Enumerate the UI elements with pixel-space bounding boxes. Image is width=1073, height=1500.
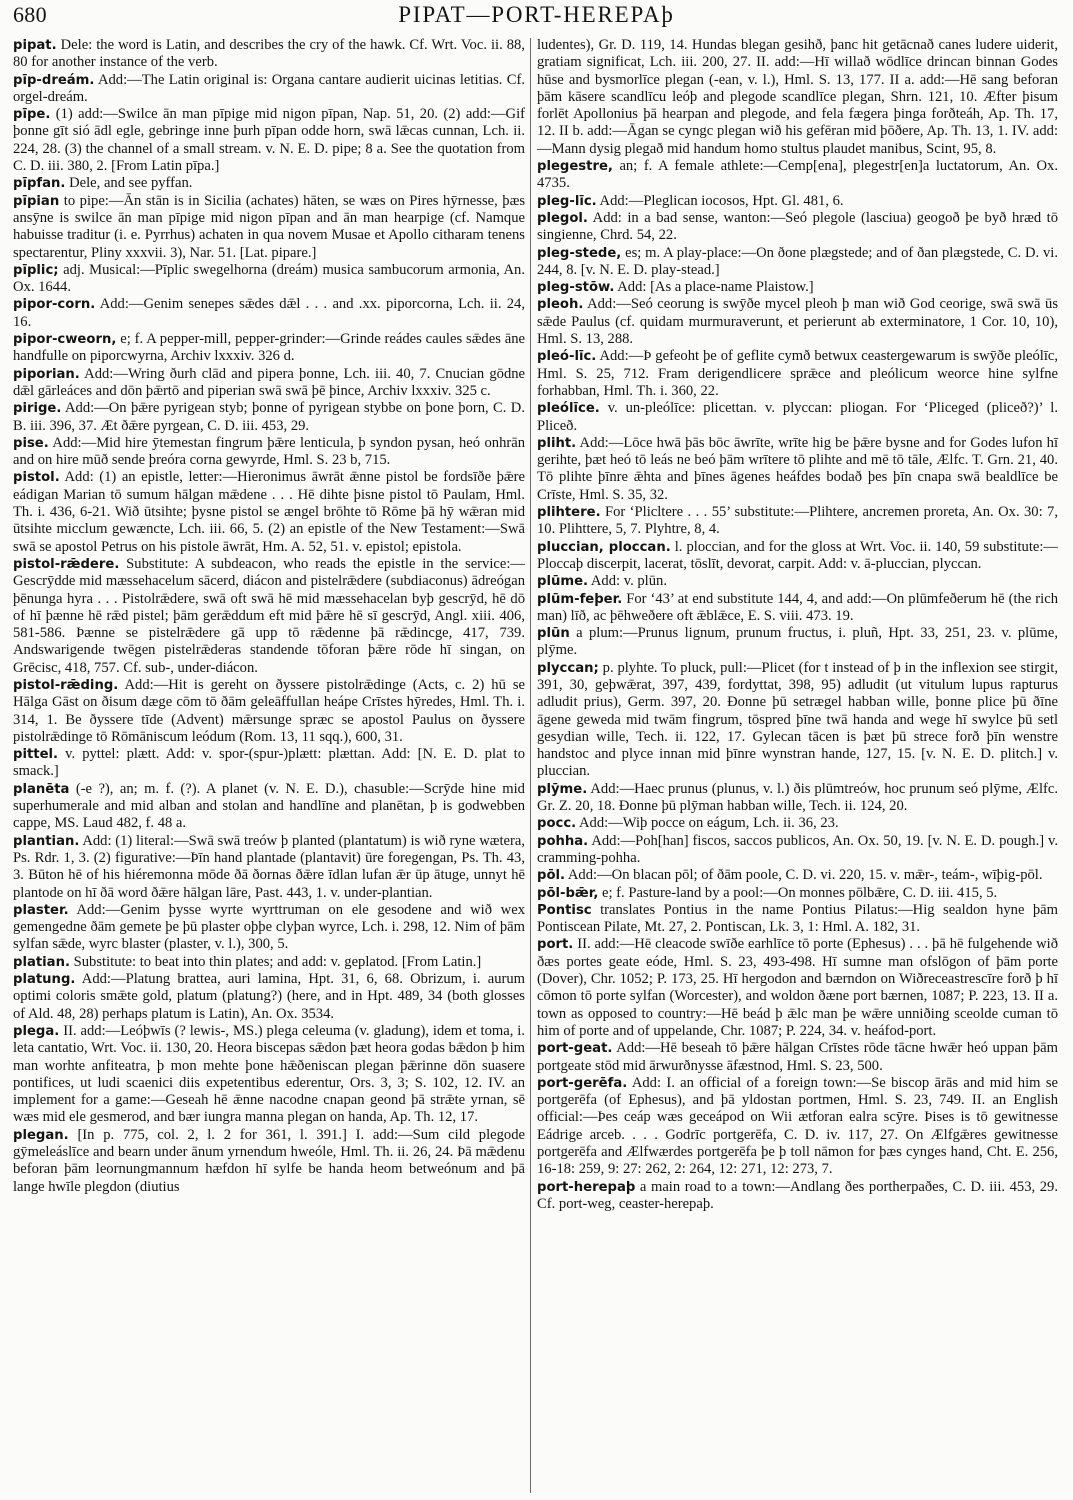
entry-headword: pīplic; xyxy=(13,262,59,278)
entry-headword: pipor-corn. xyxy=(13,297,96,313)
dictionary-entry xyxy=(537,504,1058,539)
entry-text: adj. Musical:—Pīplic swegelhorna (dreám) musica sambucorum armonia, An. Ox. 1644. xyxy=(13,261,525,296)
entry-headword: pōl. xyxy=(537,868,566,884)
dictionary-entry xyxy=(537,539,1058,574)
entry-text: Add:—On þǣre pyrigean styb; þonne of pyrigean stybbe on þone þorn, C. D. B. iii. 396, 37. Æt ðǣre pyrgean, C. D. iii. 453, 29. xyxy=(13,400,525,434)
entry-headword: pocc. xyxy=(537,816,577,832)
dictionary-entry xyxy=(13,556,525,677)
dictionary-entry xyxy=(537,867,1058,884)
dictionary-entry xyxy=(537,1075,1058,1179)
dictionary-entry xyxy=(537,885,1058,902)
entry-headword: pleó-līc. xyxy=(537,349,597,365)
entry-headword: port-gerēfa. xyxy=(537,1075,628,1091)
entry-text: l. ploccian, and for the gloss at Wrt. Voc. ii. 140, 59 substitute:—Ploccaþ discerpit, lacerat, tōslīt, devorat, carpit. Add: v. ā-pluccian, plyccan. xyxy=(537,538,1059,572)
running-head: PIPAT—PORT-HEREPAþ xyxy=(398,2,675,27)
dictionary-entry xyxy=(13,902,525,954)
entry-headword: pistol. xyxy=(13,470,60,486)
entry-headword: piporian. xyxy=(13,366,80,382)
entry-text: [In p. 775, col. 2, l. 2 for 361, l. 391.] I. add:—Sum cild plegode gȳmeleáslīce and bearn under ānum yrnendum hweóle, Hml. Th. ii. 26, 24. Þā mǣdenu beforan þām leornungmannum hæfdon hī sylfe be handa heom betweónum and þā lange hwīle plegdon (diutius xyxy=(13,1126,525,1195)
dictionary-entry xyxy=(537,781,1058,816)
entry-headword: platung. xyxy=(13,972,76,988)
entry-headword: pīpian xyxy=(13,193,60,209)
left-column xyxy=(13,37,525,1196)
dictionary-entry xyxy=(537,279,1058,296)
entry-text: Add:—Lōce hwā þās bōc āwrīte, wrīte hig be þǣre bysne and for Godes lufon hī gerihte, þæt heó tō leás ne beó þām wrītere tō plihte and mē tō tāle, Ælfc. T. Grn. 21, 40. Tō plihte þīnre ǣhta and þīnes āgenes heáfdes bodað þes þīn cnapa swā bealdlīce be Crīste, Hml. S. 35, 32. xyxy=(537,434,1058,503)
column-divider xyxy=(530,38,531,1493)
dictionary-entry xyxy=(13,262,525,297)
entry-text: an; f. A female athlete:—Cemp[ena], plegestr[en]a luctatorum, An. Ox. 4735. xyxy=(537,158,1058,192)
dictionary-entry xyxy=(537,591,1058,626)
dictionary-entry xyxy=(537,245,1058,280)
entry-text: Dele: the word is Latin, and describes the cry of the hawk. Cf. Wrt. Voc. ii. 88, 80 for another instance of the verb. xyxy=(13,37,525,71)
entry-headword: pipor-cweorn, xyxy=(13,332,117,348)
dictionary-entry xyxy=(13,677,525,746)
entry-headword: plyccan; xyxy=(537,660,599,676)
dictionary-entry xyxy=(13,435,525,470)
dictionary-entry xyxy=(537,400,1058,435)
dictionary-entry xyxy=(537,193,1058,210)
entry-headword: plegan. xyxy=(13,1127,69,1143)
entry-headword: pīp-dreám. xyxy=(13,72,95,88)
entry-headword: Pontisc xyxy=(537,902,592,918)
entry-headword: platian. xyxy=(13,954,70,970)
dictionary-entry xyxy=(13,954,525,971)
entry-headword: pleg-stede, xyxy=(537,245,622,261)
entry-headword: plūn xyxy=(537,626,570,642)
dictionary-entry xyxy=(13,331,525,366)
entry-text: v. pyttel: plætt. Add: v. spor-(spur-)plætt: plættan. Add: [N. E. D. plat to smack.] xyxy=(13,746,525,780)
entry-text: II. add:—Hē cleacode swīðe earhlīce tō porte (Ephesus) . . . þā hē fulgehende wið ðæs portes geate eóde, Hml. S. 23, 493-498. Hī sumne man ofslōgon of þām porte (Dover), Chr. 1052; P. 173, 25. Hī hergodon and bærndon on Wiðreceastrescīre forð þ hī cōmon tō porte sylfan (Worcester), and woldon ðæne port bærnen, 1087; P. 223, 13. II a. town as opposed to country:—Hē beád þ ǣlc man þe wǣre unniðing sceolde cuman tō him of porte and of uppelande, Chr. 1087; P. 224, 34. v. heáfod-port. xyxy=(537,936,1059,1039)
dictionary-entry xyxy=(537,660,1058,781)
entry-text: For ‘43’ at end substitute 144, 4, and add:—On plūmfeðerum hē (the rich man) līð, ac þēhweðere oft ǣblǣce, E. S. viii. 473. 19. xyxy=(537,590,1058,624)
dictionary-entry xyxy=(537,1040,1058,1075)
entry-text: Add: I. an official of a foreign town:—Se biscop ārās and mid him se portgerēfa (of Ephesus), and þā yldostan portmen, Hml. S. 23, 749. II. an English official:—Þes ceáp wæs geceápod on Wii ætforan ealra scȳre. Þises is tō gewitnesse Eádrige arceb. . . . Godrīc portgerēfa, C. D. iv. 117, 27. On Ælfgǣres gewitnesse portgerēfa and Ælfwærdes portgerēfa þe þ toll nāmon for þæs cynges hand, Cht. E. 256, 16-18: 259, 9: 27: 262, 2: 264, 12: 271, 12: 273, 7. xyxy=(537,1074,1059,1178)
entry-headword: pittel. xyxy=(13,747,59,763)
entry-text: to pipe:—Ān stān is in Sicilia (achates) hāten, se wæs on Pires hȳrnesse, þæs ansȳne is swilce ān man pīpige mid nigon pīpan and ān man hearpige (cf. Namque habuisse traditur (i. e. Pyrrhus) achaten in qua novem Musae et Apollo citharam tenens spectarentur, Pliny xxxvii. 3), Nar. 51. [Lat. pipare.] xyxy=(13,192,526,261)
entry-text: Add:—Wring ðurh clād and pipera þonne, Lch. iii. 40, 7. Cnucian gōdne dǣl gārleáces and dōn þǣrtō and piperian swā swā þē þince, Archiv lxxxiv. 325 c. xyxy=(13,365,526,399)
entry-text: For ‘Plicltere . . . 55’ substitute:—Plihtere, ancremen proreta, An. Ox. 30: 7, 10. Plihttere, 5, 7. Plyhtre, 8, 4. xyxy=(537,504,1058,538)
entry-headword: port. xyxy=(537,937,574,953)
dictionary-entry xyxy=(13,366,525,401)
dictionary-entry xyxy=(13,106,525,175)
entry-text: (1) add:—Swilce ān man pīpige mid nigon pīpan, Nap. 51, 20. (2) add:—Gif þonne gīt sió ādl egle, gebringe inne þurh pīpan odde horn, swā lǣcas cunnan, Lch. ii. 224, 28. (3) the channel of a small stream. v. N. E. D. pipe; 8 a. See the quotation from C. D. iii. 380, 2. [From Latin pīpa.] xyxy=(13,106,525,175)
entry-text: Substitute: A subdeacon, who reads the epistle in the service:—Gescrȳdde mid mæssehacelum sācerd, diácon and pistelrǣdere (subdiaconus) ādreógan þēnunga hyra . . . Pistolrǣdere, swā oft swā hē mid mæssehacelan byþ gescrȳd, hē dō of hī þænne hē rǣd pistel; þām gerǣddum eft mid þǣre hē sī gescrȳd, Angl. xiii. 406, 581-586. Þænne se pistelrǣdere gā upp tō rǣdenne þā rǣdincge, 417, 739. Andswarigende twēgen pistelrǣderas standende tōforan þǣre rōde hī singan, on Grēcisc, 418, 757. Cf. sub-, under-diácon. xyxy=(13,555,525,676)
dictionary-entry xyxy=(537,625,1058,660)
dictionary-entry xyxy=(13,193,525,262)
entry-text: Substitute: to beat into thin plates; and add: v. geplatod. [From Latin.] xyxy=(73,953,482,970)
dictionary-entry xyxy=(13,296,525,331)
dictionary-entry xyxy=(537,902,1058,937)
dictionary-entry xyxy=(13,469,525,555)
entry-text: (-e ?), an; m. f. (?). A planet (v. N. E. D.), chasuble:—Scrȳde hine mid superhumerale and mid alban and stolan and handlīne and planētan, þ is godwebben cappe, MS. Laud 482, f. 48 a. xyxy=(13,780,525,832)
entry-text: Add: (1) an epistle, letter:—Hieronimus āwrāt ǣnne pistol be fordsīðe þǣre eádigan Marian tō sumum hālgan mǣdene . . . Hē dihte þisne pistol tō Paulam, Hml. Th. i. 436, 6-21. Wið ūtsihte; þysne pistol se ængel brōhte tō Rōme þā hȳ wǣran mid ūtsihte micclum gewæncte, Lch. iii. 66, 5. (2) an epistle of the New Testament:—Swā swā se apostol Petrus on his pistole āwrāt, Hm. A. 52, 51. v. epistol; epistola. xyxy=(13,469,526,555)
dictionary-entry xyxy=(537,158,1058,193)
entry-headword: plūm-feþer. xyxy=(537,591,623,607)
entry-text: Add:—Platung brattea, auri lamina, Hpt. 31, 6, 68. Obrizum, i. aurum optimi coloris smǣte gold, platum (platung?) (here, and in Hpt. 489, 34 (both glosses of Ald. 48, 28) perhaps platum is Latin), An. Ox. 3534. xyxy=(13,971,526,1022)
dictionary-entry xyxy=(537,37,1058,158)
entry-headword: pleg-līc. xyxy=(537,193,597,209)
entry-text: Add:—Þ gefeoht þe of geflite cymð betwux ceastergewarum is swȳðe pleólīc, Hml. S. 25, 712. Fram derigendlicere sprǣce and pleólicum weorce hine sylfne forhabban, Hml. Th. i. 360, 22. xyxy=(537,348,1059,399)
entry-headword: pipat. xyxy=(13,38,57,53)
entry-text: Add: in a bad sense, wanton:—Seó plegole (lasciua) geogoð þe byð hræd tō singienne, Chrd. 54, 22. xyxy=(537,209,1058,244)
entry-headword: port-geat. xyxy=(537,1041,613,1057)
entry-text: Add:—Mid hire ȳtemestan fingrum þǣre lenticula, þ syndon pysan, heó onhrān and on hire mūð sende þreóra corna gewyrde, Hml. S. 23 b, 715. xyxy=(13,434,525,469)
entry-headword: plihtere. xyxy=(537,505,601,521)
dictionary-entry xyxy=(537,936,1058,1040)
dictionary-entry xyxy=(537,1179,1058,1214)
entry-headword: planēta xyxy=(13,781,70,797)
dictionary-entry xyxy=(13,1127,525,1196)
dictionary-entry xyxy=(537,210,1058,245)
entry-text: Add:—Seó ceorung is swȳðe mycel pleoh þ man wið God ceorige, swā swā ūs sǣde Paulus (cf. quidam murmuraverunt, et perierunt ab exterminatore, 1 Cor. 10, 10), Hml. S. 13, 288. xyxy=(537,296,1058,348)
entry-headword: pistol-rǣdere. xyxy=(13,556,120,572)
entry-headword: plega. xyxy=(13,1023,60,1039)
entry-text: Add:—Wiþ pocce on eágum, Lch. ii. 36, 23. xyxy=(579,815,839,832)
entry-text: Add:—Hē beseah tō þǣre hālgan Crīstes rōde tācne hwǣr heó uppan þām portgeate stōd mid ārwurðnysse āfæstnod, Hml. S. 23, 500. xyxy=(537,1040,1058,1074)
right-column xyxy=(537,37,1058,1213)
entry-text: Add:—Haec prunus (plunus, v. l.) ðis plūmtreów, hoc prunum seó plȳme, Ælfc. Gr. Z. 20, 18. Ðonne þū plȳman habban wille, Tech. ii. 124, 20. xyxy=(537,780,1058,815)
entry-headword: pleoh. xyxy=(537,297,584,313)
entry-headword: port-herepaþ xyxy=(537,1179,636,1195)
entry-text: Add:—Poh[han] fiscos, saccos publicos, An. Ox. 50, 19. [v. N. E. D. pough.] v. cramming-pohha. xyxy=(537,832,1058,866)
dictionary-entry xyxy=(13,746,525,781)
dictionary-entry xyxy=(537,348,1058,400)
dictionary-entry xyxy=(13,175,525,192)
dictionary-entry xyxy=(537,815,1058,832)
entry-text: p. plyhte. To pluck, pull:—Plicet (for t instead of þ in the inflexion see stirgit, 391, 30, geþwǣrat, 397, 439, fordyttat, 398, 95) adludit (ut vitulum lupus rapturus adludit prius), Germ. 397, 20. Ðonne þū setrægel habban wille, þonne plice þū ðīne āgene geweda mid twām fingrum, tōspred þīne twā handa and wege hī swylce þū setl gesydian wille, Tech. ii. 122, 17. Gylecan tācen is þæt þū strece forð þīn wenstre handstoc and plyce innan mid þīnre wynstran hande, 127, 15. [v. N. E. D. plitch.] v. pluccian. xyxy=(537,659,1058,780)
entry-headword: plegestre, xyxy=(537,159,613,175)
entry-headword: plȳme. xyxy=(537,781,588,797)
dictionary-entry xyxy=(537,435,1058,504)
entry-headword: plegol. xyxy=(537,210,588,226)
entry-text: translates Pontius in the name Pontius Pilatus:—Hig sealdon hyne þām Pontiscean Pilate, Mt. 27, 2. Pontiscan, Lk. 3, 1: Hml. A. 182, 31. xyxy=(537,901,1059,936)
dictionary-entry xyxy=(13,37,525,72)
entry-text: Add: (1) literal:—Swā swā treów þ planted (plantatum) is wið ryne wætera, Ps. Rdr. 1, 3. (2) figurative:—Þīn hand plantade (plantavit) ūre foregengan, Ps. Th. 43, 3. Būton hē of his hiéremonna mōde ðā ðornas ðǣre īdlan lufan ǣr ūp ātuge, unnyt hē plantode on hī ðā word ðǣre hālgan lāre, Past. 443, 1. v. under-plantian. xyxy=(13,832,525,901)
entry-headword: pīpfan. xyxy=(13,176,66,192)
entry-headword: pōl-bǣr, xyxy=(537,885,599,901)
entry-text: Add: [As a place-name Plaistow.] xyxy=(617,279,814,296)
entry-text: es; m. A play-place:—On ðone plægstede; and of ðan plægstede, C. D. vi. 244, 8. [v. N. E. D. play-stead.] xyxy=(537,244,1058,278)
entry-text: II. add:—Leóþwīs (? lewis-, MS.) plega celeuma (v. gladung), idem et toma, i. leta cantatio, Wrt. Voc. ii. 130, 20. Heora biscepas sǣdon þæt heora godas bǣdon þ him man worhte anfiteatra, þ mon mehte þone hǣðeniscan plegan þǣrinne dōn suasere pontifices, ut ludi scaenici diis expetentibus ederentur, Ors. 3, 3; S. 102, 12. IV. an implement for a game:—Geseah hē ǣnne nacodne cnapan geond þā strǣte yrnan, sē wæs mid ele gesmerod, and bær iungra manna plegan on handa, Ap. Th. 12, 17. xyxy=(13,1022,525,1126)
entry-headword: pise. xyxy=(13,435,49,451)
entry-text: Add:—Genim þysse wyrte wyrttruman on ele gesodene and wið wex gemengedne ðām gemete þe þū plaster oþþe clyþan wyrce, Lch. i. 298, 12. Nim of þām sylfan sǣde, wyrc blaster (plaster, v. l.), 300, 5. xyxy=(13,901,525,953)
dictionary-entry xyxy=(13,781,525,833)
dictionary-entry xyxy=(13,833,525,902)
entry-text: Add:—The Latin original is: Organa cantare audierit uicinas letitias. Cf. orgel-dreám. xyxy=(13,71,526,105)
entry-headword: plantian. xyxy=(13,833,80,849)
entry-text: Add:—Genim senepes sǣdes dǣl . . . and .xx. piporcorna, Lch. ii. 24, 16. xyxy=(13,296,526,330)
entry-text: Dele, and see pyffan. xyxy=(69,175,193,192)
dictionary-entry xyxy=(13,400,525,435)
entry-headword: plūme. xyxy=(537,574,589,590)
entry-headword: pluccian, ploccan. xyxy=(537,539,671,555)
entry-text: Add:—On blacan pōl; of ðām poole, C. D. vi. 220, 15. v. mǣr-, teám-, wīþig-pōl. xyxy=(567,867,1043,884)
entry-headword: pleg-stōw. xyxy=(537,280,615,296)
entry-headword: pistol-rǣding. xyxy=(13,677,119,693)
entry-text: Add: v. plūn. xyxy=(590,573,667,590)
entry-headword: pleólīce. xyxy=(537,401,600,417)
dictionary-entry xyxy=(537,833,1058,868)
dictionary-entry xyxy=(537,573,1058,590)
entry-headword: pirige. xyxy=(13,401,62,417)
dictionary-entry xyxy=(537,296,1058,348)
dictionary-entry xyxy=(13,72,525,107)
entry-headword: pliht. xyxy=(537,435,577,451)
entry-text: a main road to a town:—Andlang ðes portherpaðes, C. D. iii. 453, 29. Cf. port-weg, ceaster-herepaþ. xyxy=(537,1178,1058,1212)
entry-headword: plaster. xyxy=(13,902,69,918)
entry-text: e; f. Pasture-land by a pool:—On monnes pōlbǣre, C. D. iii. 415, 5. xyxy=(601,884,998,901)
entry-text: e; f. A pepper-mill, pepper-grinder:—Grinde reádes caules sǣdes āne handfulle on piporcwyrna, Archiv lxxxiv. 326 d. xyxy=(13,331,525,365)
entry-text: v. un-pleólīce: plicettan. v. plyccan: pliogan. For ‘Pliceged (pliceð?)’ l. Pliceð. xyxy=(537,400,1058,434)
entry-text: ludentes), Gr. D. 119, 14. Hundas blegan gesihð, þanc hit getācnað canes ludere uiderit, gratiam significat, Lch. iii. 200, 27. II. add:—Hī willað wōdlīce drincan binnan Godes hūse and bysmorlīce plegan (-ean, v. l.), Hml. S. 13, 177. II a. add:—Hē sang beforan þām kāsere scandlīcu leóþ and plegode scandlīce plegan, Shrn. 121, 10. Æfter þisum forlēt Apollonius þā hearpan and plegode, and fela fægera þinga forðteáh, Ap. Th. 17, 12. II b. add:—Āgan se cyngc plegan wið his gefēran mid þōðere, Ap. Th. 13, 1. IV. add:—Mann dysig plegað mid handum homo stultus plaudet manibus, Scint, 95, 8. xyxy=(537,37,1058,157)
entry-text: Add:—Pleglican iocosos, Hpt. Gl. 481, 6. xyxy=(599,192,844,209)
entry-headword: pohha. xyxy=(537,833,589,849)
entry-text: a plum:—Prunus lignum, prunum fructus, i. pluñ, Hpt. 33, 251, 23. v. plūme, plȳme. xyxy=(537,625,1058,659)
dictionary-entry xyxy=(13,971,525,1023)
entry-text: Add:—Hit is gereht on ðyssere pistolrǣdinge (Acts, c. 2) hū se Hālga Gāst on ðisum dæge cōm tō ðām geleāffullan heápe Crīstes hȳredes, Hml. Th. i. 314, 1. Be ðyssere tīde (Advent) mǣrsunge spræc se apostol Paulus on ðyssere pistolrǣdinge tō Rōmāniscum leódum (Rom. 13, 11 sqq.), 600, 31. xyxy=(13,676,526,745)
dictionary-entry xyxy=(13,1023,525,1127)
page-number: 680 xyxy=(13,2,47,27)
entry-headword: pīpe. xyxy=(13,107,51,123)
